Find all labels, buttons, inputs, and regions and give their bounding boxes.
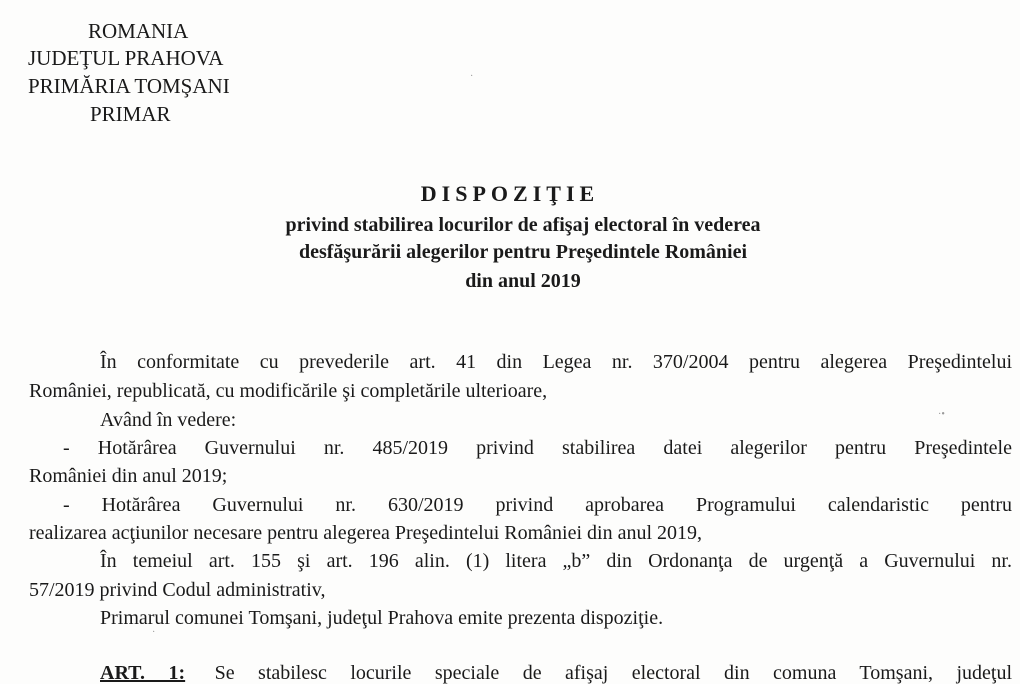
scan-speck: ·•: [938, 409, 945, 420]
body-paragraph-line: - Hotărârea Guvernului nr. 485/2019 privind stabilirea datei alegerilor pentru Preşedintele: [63, 437, 1012, 459]
body-paragraph-line: României, republicată, cu modificările şi completările ulterioare,: [29, 380, 548, 402]
article-label: ART. 1:: [100, 662, 186, 684]
document-subtitle-line: privind stabilirea locurilor de afişaj electoral în vederea: [285, 214, 761, 236]
article-1: [100, 663, 1012, 683]
body-paragraph-line: În conformitate cu prevederile art. 41 din Legea nr. 370/2004 pentru alegerea Preşedintelui: [100, 351, 1012, 373]
body-paragraph-line: 57/2019 privind Codul administrativ,: [29, 579, 326, 601]
header-county: JUDEŢUL PRAHOVA: [28, 46, 224, 70]
scan-speck: ·: [152, 627, 156, 638]
document-subtitle-line: desfăşurării alegerilor pentru Preşedintele României: [298, 241, 748, 263]
body-paragraph-line: Având în vedere:: [100, 409, 237, 431]
document-title: DISPOZIŢIE: [420, 181, 600, 206]
header-townhall: PRIMĂRIA TOMŞANI: [28, 74, 230, 98]
body-paragraph-line: În temeiul art. 155 şi art. 196 alin. (1) litera „b” din Ordonanţa de urgenţă a Guvernului nr.: [100, 550, 1012, 572]
document-subtitle-line: din anul 2019: [465, 270, 581, 292]
body-paragraph-line: Primarul comunei Tomşani, judeţul Prahova emite prezenta dispoziţie.: [100, 607, 664, 629]
header-country: ROMANIA: [88, 19, 189, 43]
body-paragraph-line: realizarea acţiunilor necesare pentru alegerea Preşedintelui României din anul 2019,: [29, 522, 703, 544]
body-paragraph-line: României din anul 2019;: [29, 465, 228, 487]
header-mayor: PRIMAR: [90, 102, 171, 126]
article-text: Se stabilesc locurile speciale de afişaj electoral din comuna Tomşani, judeţul: [214, 662, 1013, 684]
scan-speck: ·: [470, 71, 474, 82]
body-paragraph-line: - Hotărârea Guvernului nr. 630/2019 privind aprobarea Programului calendaristic pentru: [63, 494, 1012, 516]
